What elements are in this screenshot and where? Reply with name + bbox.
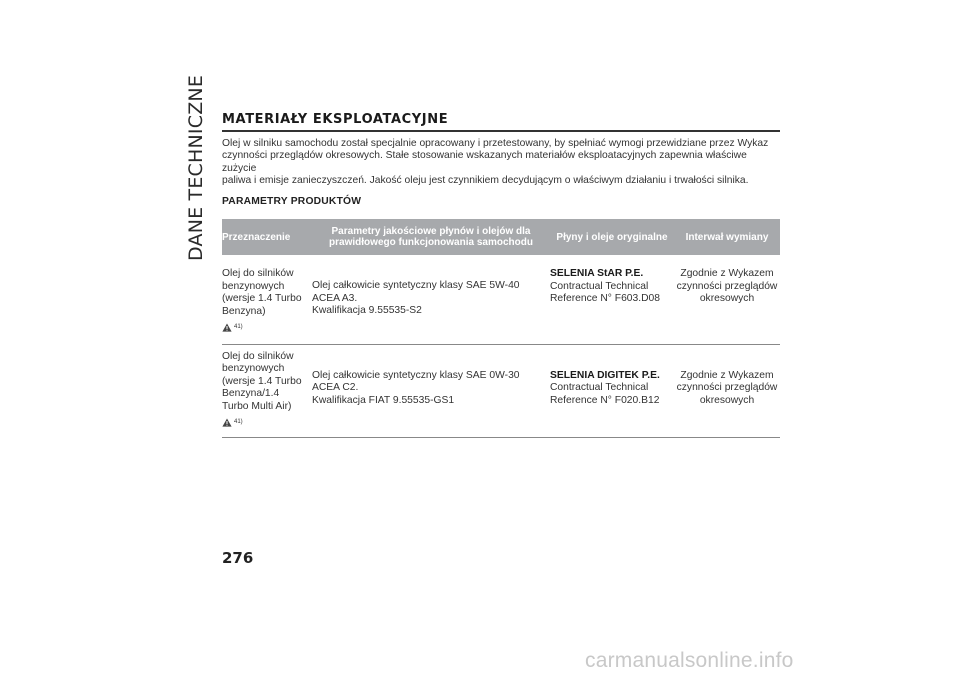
spec-line: ACEA C2. — [312, 382, 359, 394]
interval-line: okresowych — [699, 394, 755, 406]
purpose-line: benzynowych — [222, 363, 285, 375]
interval-line: czynności przeglądów — [676, 280, 778, 292]
warning-reference — [222, 323, 306, 333]
chapter-side-title: DANE TECHNICZNE — [185, 74, 207, 261]
warning-note-number: 41) — [234, 419, 243, 426]
page-number: 276 — [222, 549, 254, 567]
intro-line: paliwa i emisje zanieczyszczeń. Jakość oleju jest czynnikiem decydującym o właściwym działaniu i trwałości silnika. — [222, 174, 749, 186]
cell-interval — [674, 255, 780, 344]
cell-interval — [674, 344, 780, 437]
subheading-product-parameters: PARAMETRY PRODUKTÓW — [222, 196, 362, 208]
warning-icon — [222, 418, 232, 427]
spec-line: Olej całkowicie syntetyczny klasy SAE 0W-30 — [312, 369, 520, 381]
spec-line: ACEA A3. — [312, 292, 358, 304]
warning-note-number: 41) — [234, 324, 243, 331]
cell-purpose — [222, 255, 312, 344]
purpose-line: (wersje 1.4 Turbo — [222, 375, 302, 387]
purpose-line: (wersje 1.4 Turbo — [222, 293, 302, 305]
purpose-line: Benzyna/1.4 — [222, 388, 280, 400]
header-original-fluids: Płyny i oleje oryginalne — [550, 219, 674, 255]
interval-line: Zgodnie z Wykazem — [680, 369, 774, 381]
spec-line: Olej całkowicie syntetyczny klasy SAE 5W-40 — [312, 280, 520, 292]
spec-line: Kwalifikacja FIAT 9.55535-GS1 — [312, 394, 455, 406]
product-reference-line: Contractual Technical — [550, 382, 649, 394]
interval-line: okresowych — [699, 293, 755, 305]
cell-original-product — [550, 344, 674, 437]
page-content — [222, 112, 780, 438]
cell-purpose — [222, 344, 312, 437]
watermark: carmanualsonline.info — [585, 649, 794, 672]
section-title: MATERIAŁY EKSPLOATACYJNE — [222, 112, 780, 132]
products-table — [222, 219, 780, 438]
purpose-line: Olej do silników — [222, 350, 294, 362]
header-change-interval: Interwał wymiany — [674, 219, 780, 255]
warning-reference — [222, 418, 306, 428]
product-name: SELENIA DIGITEK P.E. — [550, 369, 660, 381]
table-header-row — [222, 219, 780, 255]
interval-line: Zgodnie z Wykazem — [680, 268, 774, 280]
cell-specs — [312, 255, 550, 344]
header-purpose: Przeznaczenie — [222, 219, 312, 255]
intro-line: czynności przeglądów okresowych. Stałe stosowanie wskazanych materiałów eksploatacyjnych zapewnia właściwe zużycie — [222, 150, 747, 174]
warning-icon — [222, 323, 232, 332]
product-name: SELENIA StAR P.E. — [550, 268, 644, 280]
header-quality-parameters: Parametry jakościowe płynów i olejów dla prawidłowego funkcjonowania samochodu — [312, 219, 550, 255]
intro-line: Olej w silniku samochodu został specjalnie opracowany i przetestowany, by spełniać wymogi przewidziane przez Wykaz — [222, 138, 769, 149]
table-row — [222, 344, 780, 437]
purpose-line: Turbo Multi Air) — [222, 401, 292, 413]
intro-paragraph — [222, 138, 780, 187]
purpose-line: Benzyna) — [222, 305, 266, 317]
table-row — [222, 255, 780, 344]
cell-specs — [312, 344, 550, 437]
purpose-line: benzynowych — [222, 280, 285, 292]
product-reference-line: Contractual Technical — [550, 280, 649, 292]
purpose-line: Olej do silników — [222, 268, 294, 280]
cell-original-product — [550, 255, 674, 344]
spec-line: Kwalifikacja 9.55535-S2 — [312, 305, 422, 317]
interval-line: czynności przeglądów — [676, 382, 778, 394]
product-reference-line: Reference N° F603.D08 — [550, 293, 661, 305]
product-reference-line: Reference N° F020.B12 — [550, 394, 660, 406]
